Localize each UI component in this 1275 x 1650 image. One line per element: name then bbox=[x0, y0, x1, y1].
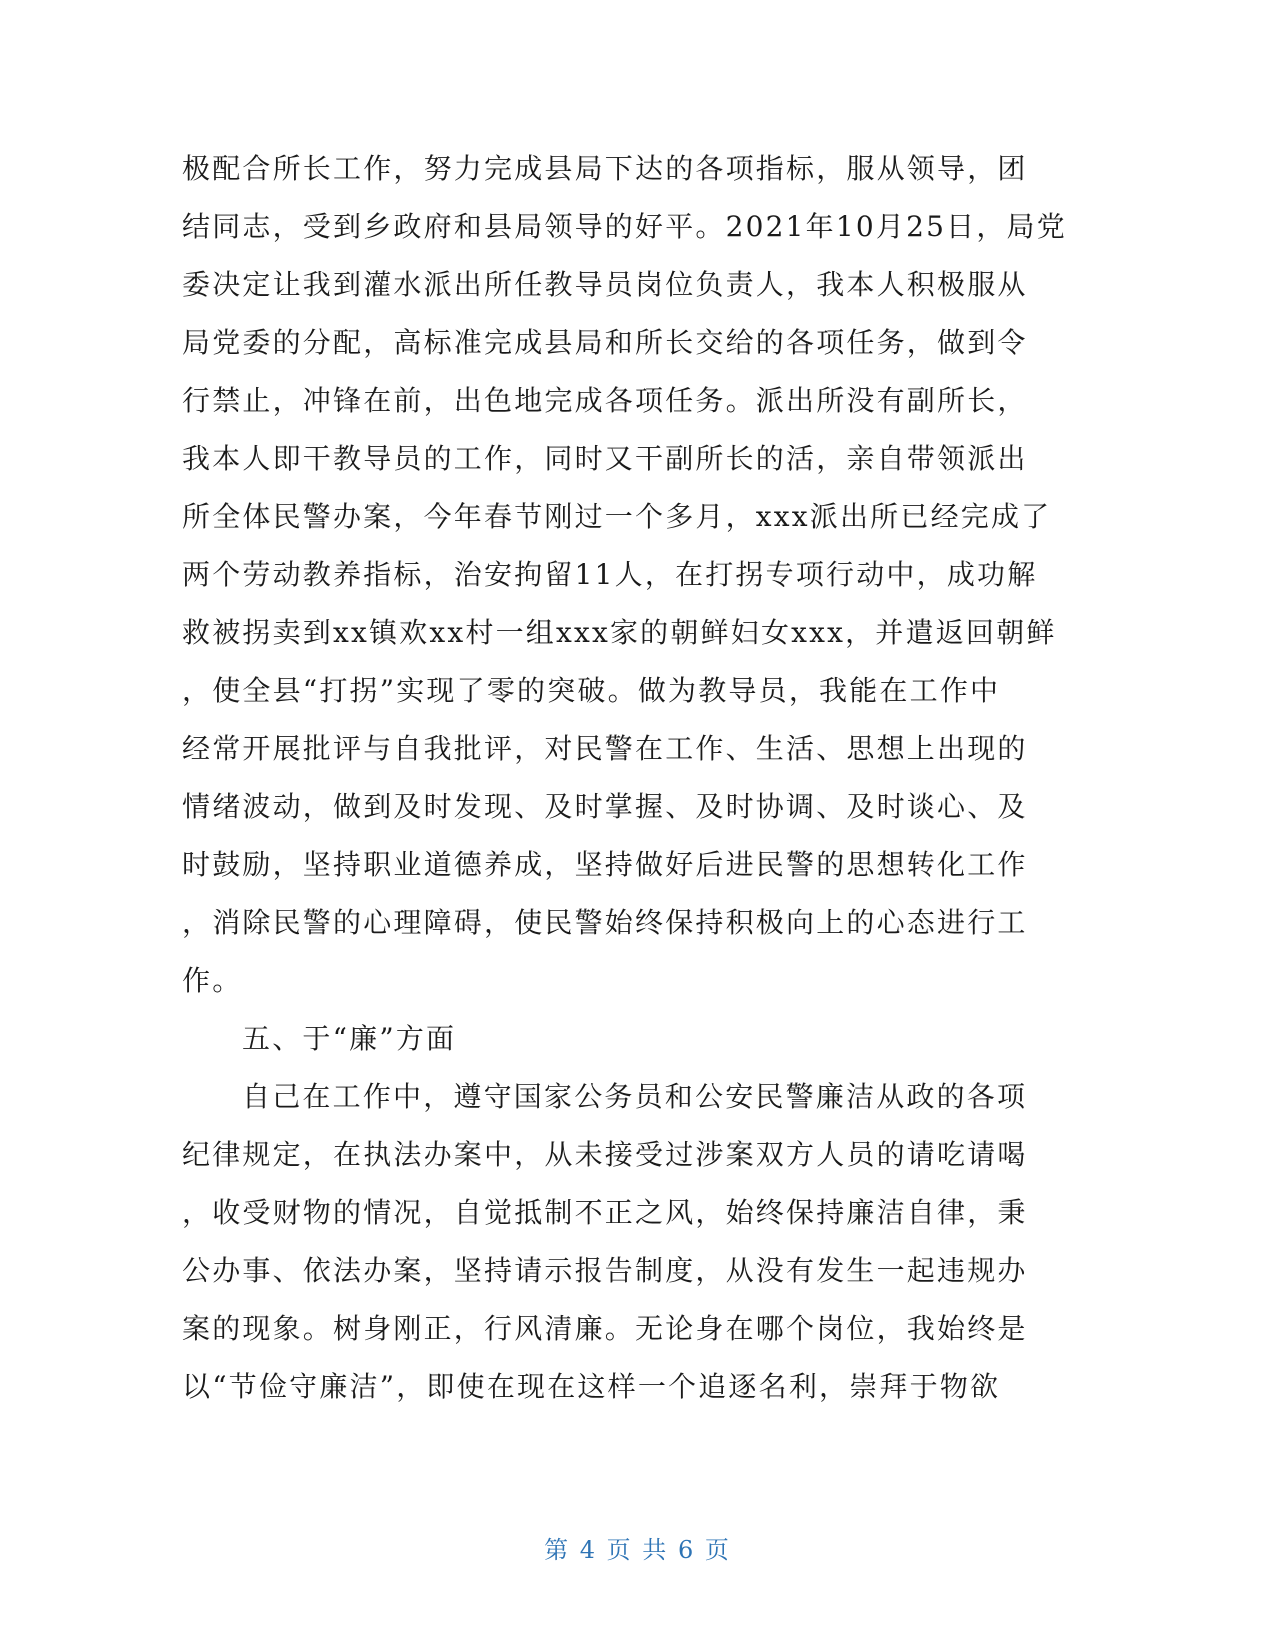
document-body bbox=[182, 140, 1067, 1416]
section-heading: 五、于“廉”方面 bbox=[242, 1022, 457, 1055]
paragraph bbox=[182, 140, 1067, 1010]
paragraph bbox=[182, 1068, 1062, 1416]
text-line: 两个劳动教养指标，治安拘留11人，在打拐专项行动中，成功解 bbox=[182, 558, 1038, 591]
text-line: 以“节俭守廉洁”，即使在现在这样一个追逐名利，崇拜于物欲 bbox=[182, 1370, 1001, 1403]
text-line: 我本人即干教导员的工作，同时又干副所长的活，亲自带领派出 bbox=[182, 442, 1028, 475]
text-line: 时鼓励，坚持职业道德养成，坚持做好后进民警的思想转化工作 bbox=[182, 848, 1028, 881]
text-line: 所全体民警办案，今年春节刚过一个多月，xxx派出所已经完成了 bbox=[182, 500, 1052, 533]
text-line: ，消除民警的心理障碍，使民警始终保持积极向上的心态进行工 bbox=[182, 906, 1028, 939]
text-line: 纪律规定，在执法办案中，从未接受过涉案双方人员的请吃请喝 bbox=[182, 1138, 1028, 1171]
text-line: 救被拐卖到xx镇欢xx村一组xxx家的朝鲜妇女xxx，并遣返回朝鲜 bbox=[182, 616, 1057, 649]
page-number: 第 4 页 共 6 页 bbox=[544, 1536, 731, 1564]
text-line: 经常开展批评与自我批评，对民警在工作、生活、思想上出现的 bbox=[182, 732, 1028, 765]
text-line: 情绪波动，做到及时发现、及时掌握、及时协调、及时谈心、及 bbox=[182, 790, 1028, 823]
text-line: 极配合所长工作，努力完成县局下达的各项指标，服从领导，团 bbox=[182, 152, 1028, 185]
text-line: 作。 bbox=[182, 964, 243, 997]
text-line: ，收受财物的情况，自觉抵制不正之风，始终保持廉洁自律，秉 bbox=[182, 1196, 1028, 1229]
text-line: 局党委的分配，高标准完成县局和所长交给的各项任务，做到令 bbox=[182, 326, 1028, 359]
text-line: ，使全县“打拐”实现了零的突破。做为教导员，我能在工作中 bbox=[182, 674, 1001, 707]
text-line: 委决定让我到灌水派出所任教导员岗位负责人，我本人积极服从 bbox=[182, 268, 1028, 301]
text-line: 行禁止，冲锋在前，出色地完成各项任务。派出所没有副所长， bbox=[182, 384, 1028, 417]
text-line: 结同志，受到乡政府和县局领导的好平。2021年10月25日，局党 bbox=[182, 210, 1067, 243]
text-line: 自己在工作中，遵守国家公务员和公安民警廉洁从政的各项 bbox=[242, 1080, 1028, 1113]
text-line: 案的现象。树身刚正，行风清廉。无论身在哪个岗位，我始终是 bbox=[182, 1312, 1028, 1345]
text-line: 公办事、依法办案，坚持请示报告制度，从没有发生一起违规办 bbox=[182, 1254, 1028, 1287]
